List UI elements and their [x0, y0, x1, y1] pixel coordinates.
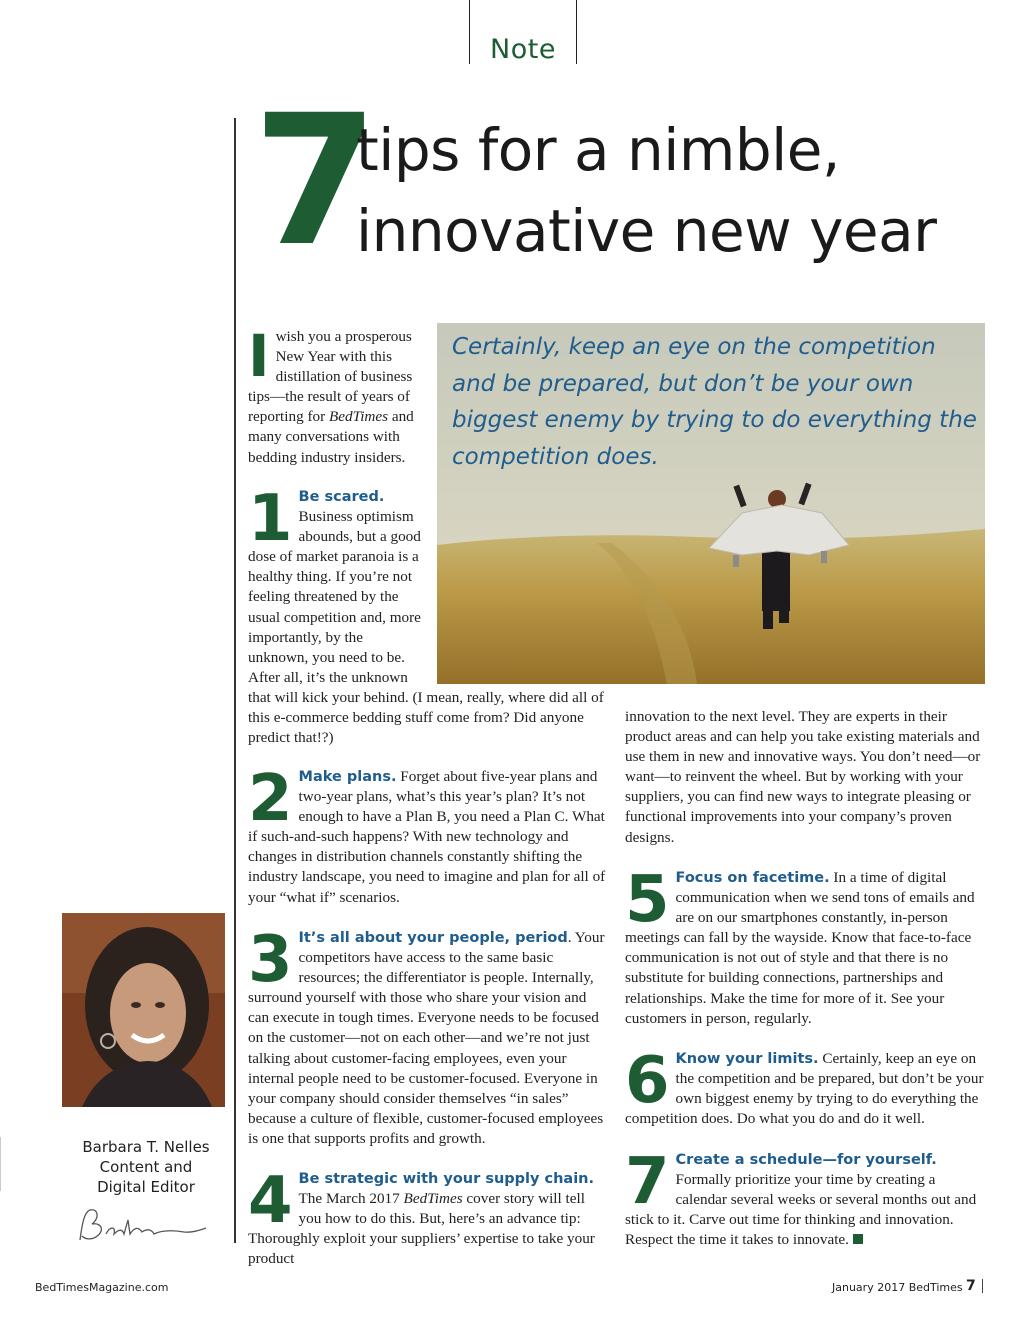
tip-body: Forget about five-year plans and two-year plans, what’s this year’s plan? It’s not enough to have a Plan B, you need a Plan C. What if such-and-such happens? With new technology and changes in distribution channels constantly shifting the industry landscape, you need to imagine and plan for all of your “what if” scenarios. — [248, 768, 606, 906]
tip-6 — [625, 1044, 985, 1129]
photo-wrap-spacer — [424, 487, 610, 684]
tip-number: 7 — [625, 1145, 670, 1219]
section-label: Note — [490, 34, 556, 65]
tip-4-continued: innovation to the next level. They are experts in their product areas and can help you take existing materials and use them in new and innovative ways. You don’t need—or want—to reinvent the wheel. But by working with your suppliers, you can find new ways to integrate pleasing or functional improvements into your company’s proven designs. — [625, 708, 981, 846]
intro-paragraph — [248, 322, 418, 468]
tip-body: . Your competitors have access to the same basic resources; the differentiator is people. Internally, surround yourself with those who share your vision and can execute in tough times. Everyone needs to be focused on the customer—not on each other—and we’re not just talking about customer-facing employees, even your internal people need to be customer-focused. Everyone in your company should consider themselves “in sales” because a culture of flexible, customer-focused employees is one that supports profits and growth. — [248, 929, 605, 1147]
tip-heading: Create a schedule—for yourself. — [675, 1152, 937, 1168]
tip-number: 2 — [248, 762, 293, 836]
intro-line: distillation of business — [275, 368, 413, 386]
intro-line: wish you a prosperous — [275, 328, 412, 345]
tip-heading: Make plans. — [298, 769, 397, 785]
page-number: 7 — [966, 1278, 976, 1294]
tip-number: 4 — [248, 1164, 293, 1238]
tip-number: 6 — [625, 1044, 670, 1118]
tip-body: The March 2017 — [298, 1190, 404, 1208]
author-caption — [62, 1137, 230, 1197]
tip-body-end: cover story will tell you how to do this. But, here’s an advance tip: Thoroughly exploit your suppliers’ expertise to take your product — [248, 1190, 595, 1268]
intro-line: New Year with this — [275, 348, 393, 366]
intro-dropcap: I — [248, 322, 270, 390]
tip-number: 5 — [625, 863, 670, 937]
headline-line2: innovative new year — [356, 197, 937, 265]
headline-line1: tips for a nimble, — [356, 116, 840, 184]
end-mark — [853, 1234, 863, 1244]
tip-7 — [625, 1145, 985, 1250]
vertical-rule — [234, 118, 236, 1243]
tip-body: Business optimism abounds, but a good dose of market paranoia is a healthy thing. If you’re not feeling threatened by the usual competition and, more importantly, by the unknown, you need to be. After all, it’s the unknown that will kick your behind. (I mean, really, where did all of this e-commerce bedding stuff come from? Did anyone predict that!?) — [248, 508, 604, 747]
title-numeral: 7 — [253, 77, 373, 286]
intro-text: tips—the result of years of reporting for — [248, 388, 410, 426]
tip-3 — [248, 923, 608, 1149]
author-title-line1: Content and — [99, 1158, 193, 1176]
tip-number: 1 — [248, 482, 293, 556]
section-tag — [469, 0, 577, 64]
tip-body: In a time of digital communication when we send tons of emails and are on our smartphones constantly, in-person meetings can fall by the wayside. Know that face-to-face communication is not out of style and that there is no substitute for building connections, partnerships and relationships. Make the time for more of it. See your customers in person, regularly. — [625, 869, 975, 1027]
tip-heading: Know your limits. — [675, 1051, 819, 1067]
footer-issue: January 2017 BedTimes — [832, 1281, 963, 1294]
intro-text-end: and many conversations with bedding industry insiders. — [248, 408, 414, 466]
tip-heading: It’s all about your people, period — [298, 930, 568, 946]
tip-magazine-name: BedTimes — [403, 1190, 463, 1208]
tip-heading: Be strategic with your supply chain. — [298, 1171, 595, 1187]
tip-number: 3 — [248, 923, 293, 997]
tip-heading: Be scared. — [298, 489, 385, 505]
author-portrait — [62, 913, 225, 1107]
author-signature — [72, 1200, 212, 1248]
author-photo — [62, 913, 225, 1107]
footer-divider — [982, 1279, 983, 1293]
tip-5 — [625, 863, 985, 1029]
tip-2 — [248, 762, 608, 908]
author-name: Barbara T. Nelles — [82, 1138, 210, 1156]
tip-heading: Focus on facetime. — [675, 870, 830, 886]
headline — [356, 110, 937, 272]
intro-magazine-name: BedTimes — [328, 408, 389, 426]
tip-body: Formally prioritize your time by creating a calendar several weeks or several months out and stick to it. Carve out time for thinking and innovation. Respect the time it takes to innovate. — [625, 1171, 977, 1249]
tip-body: Certainly, keep an eye on the competition and be prepared, but don’t be your own biggest enemy by trying to do everything the competition does. Do what you do and do it well. — [625, 1050, 984, 1128]
margin-tick — [0, 1137, 1, 1191]
tip-4 — [248, 1164, 608, 1269]
footer-site: BedTimesMagazine.com — [35, 1281, 169, 1294]
pull-quote: Certainly, keep an eye on the competition and be prepared, but don’t be your own biggest enemy by trying to do everything the competition does. — [452, 334, 977, 470]
tip-1 — [248, 482, 610, 748]
author-title-line2: Digital Editor — [97, 1178, 195, 1196]
